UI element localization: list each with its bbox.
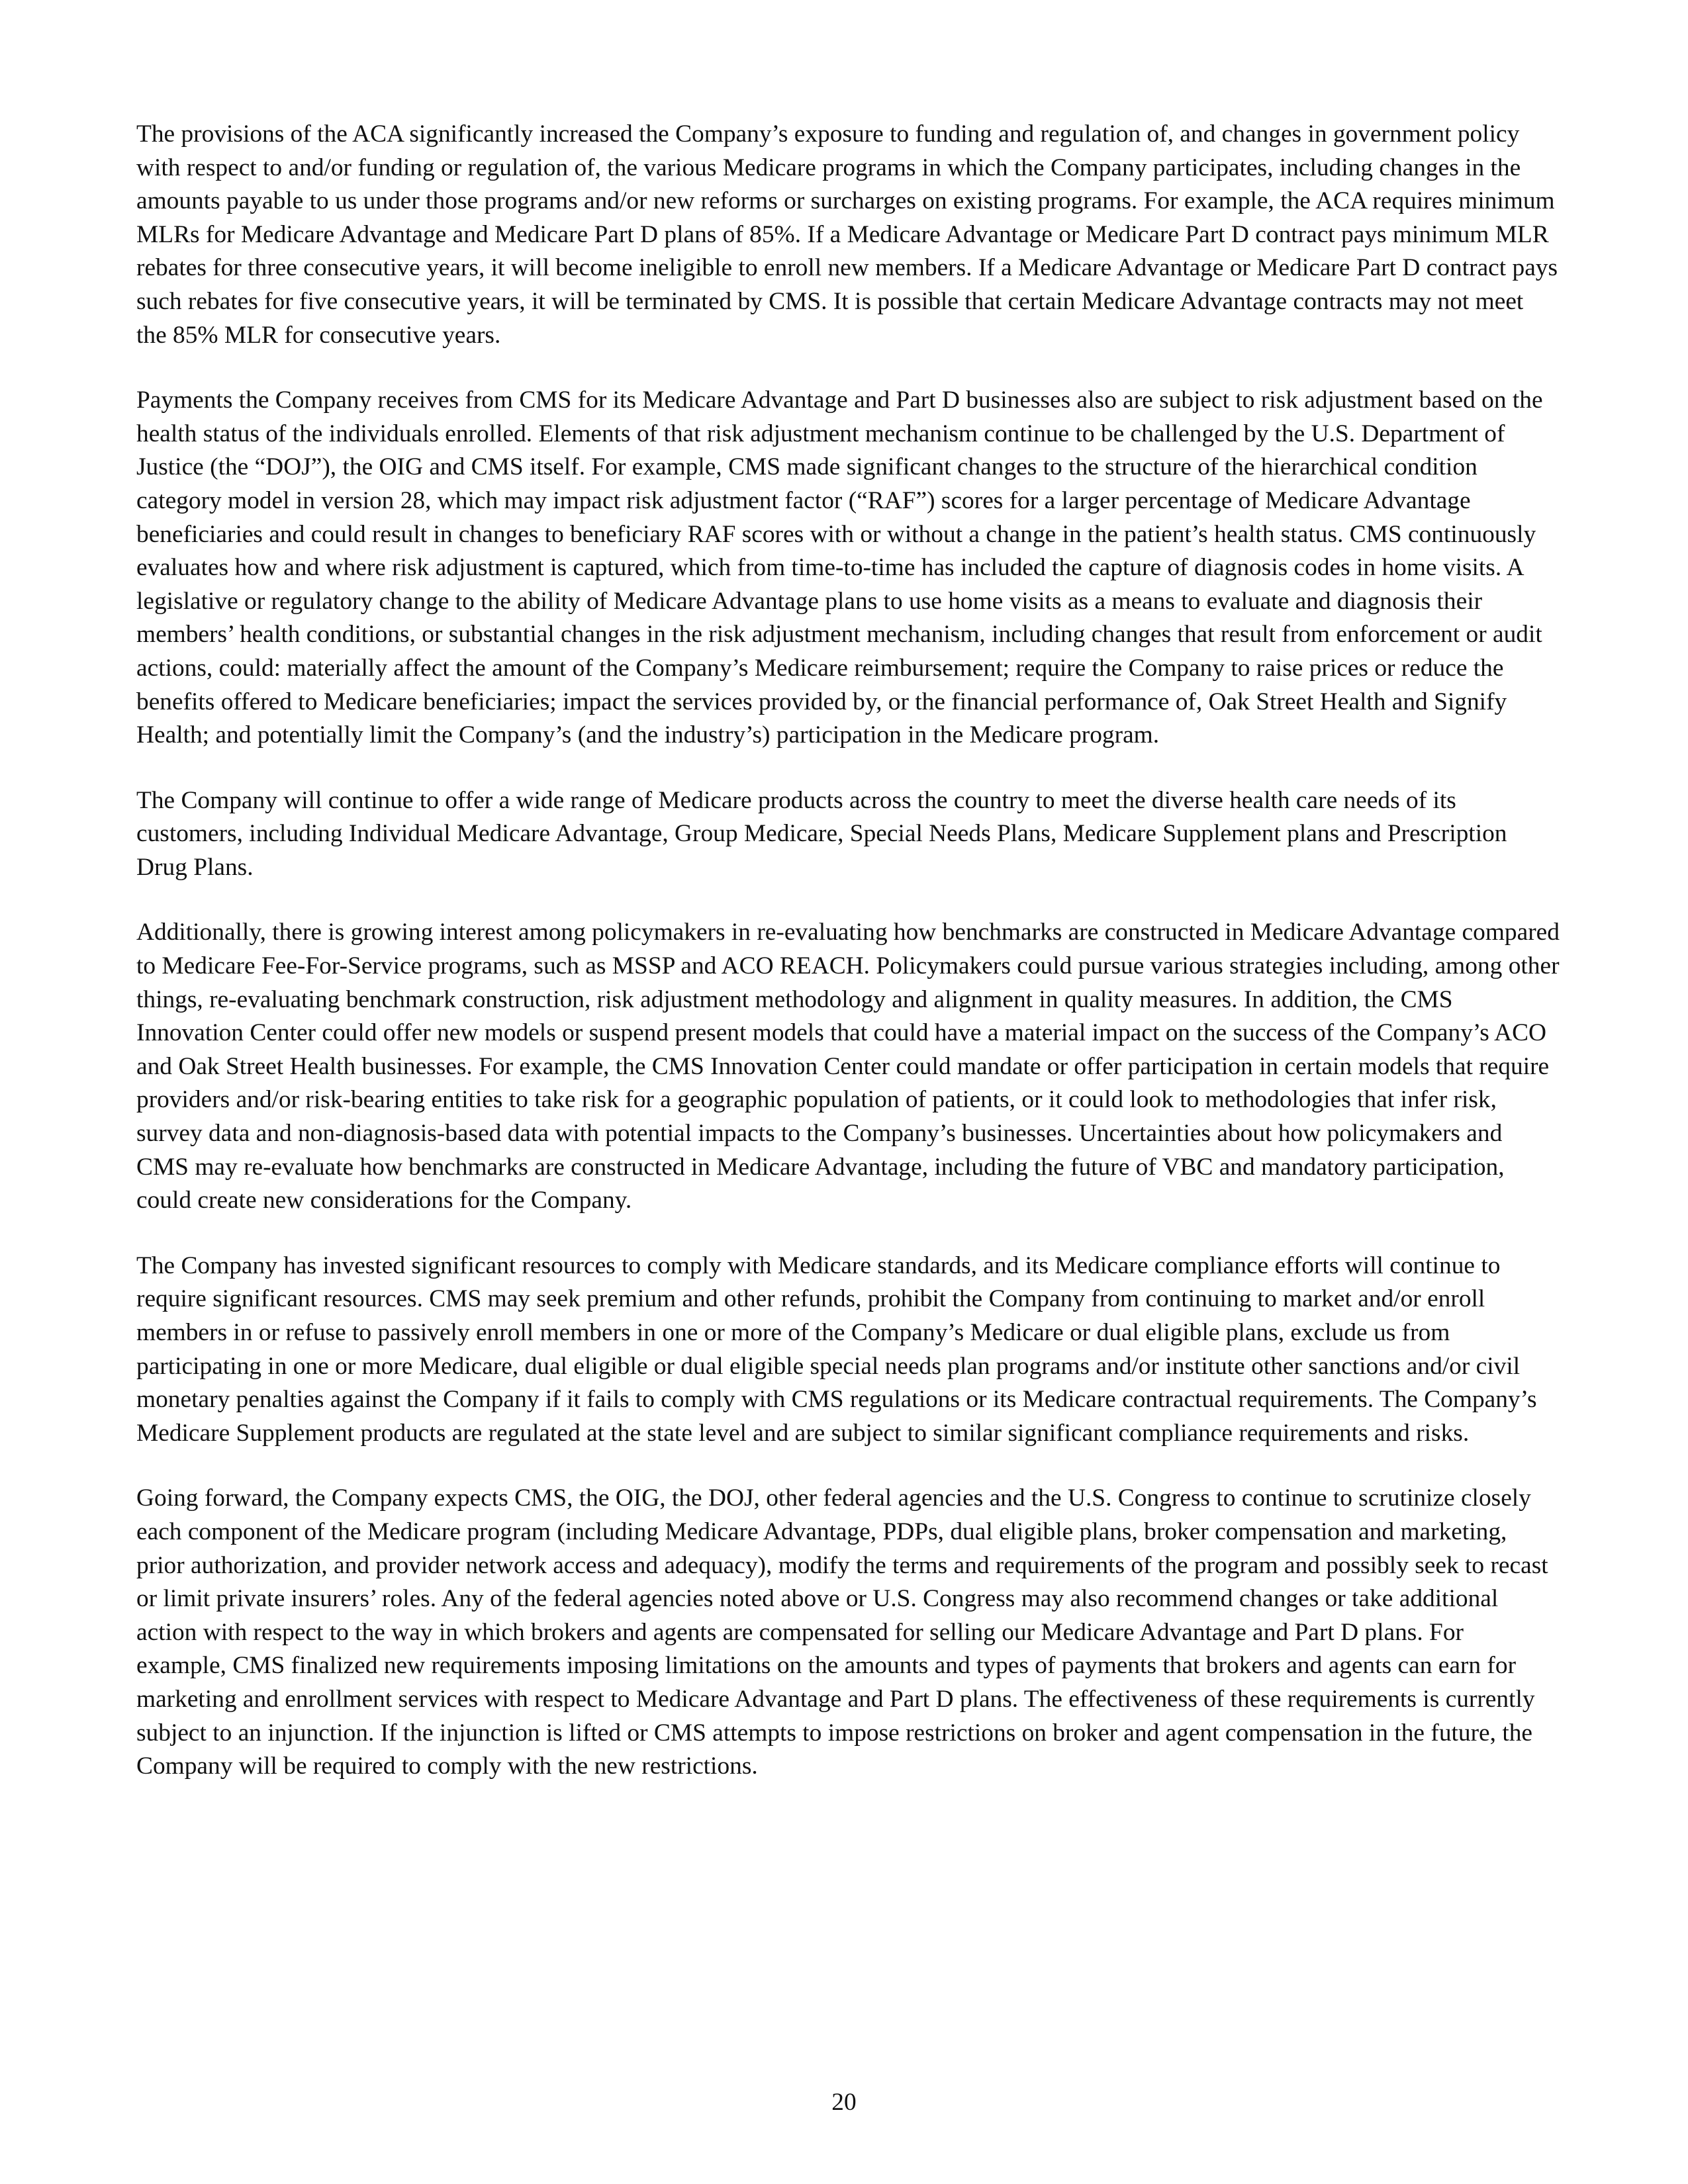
document-body — [136, 118, 1560, 1815]
paragraph-going-forward: Going forward, the Company expects CMS, the OIG, the DOJ, other federal agencies and the U.S. Congress to continue to scrutinize closely each component of the Medicare program (including Medicare Advantage, PDPs, dual eligible plans, broker compensation and marketing, prior authorization, and provider network access and adequacy), modify the terms and requirements of the program and possibly seek to recast or limit private insurers’ roles. Any of the federal agencies noted above or U.S. Congress may also recommend changes or take additional action with respect to the way in which brokers and agents are compensated for selling our Medicare Advantage and Part D plans. For example, CMS finalized new requirements imposing limitations on the amounts and types of payments that brokers and agents can earn for marketing and enrollment services with respect to Medicare Advantage and Part D plans. The effectiveness of these requirements is currently subject to an injunction. If the injunction is lifted or CMS attempts to impose restrictions on broker and agent compensation in the future, the Company will be required to comply with the new restrictions. — [136, 1484, 1548, 1780]
paragraph-benchmarks: Additionally, there is growing interest among policymakers in re-evaluating how benchmarks are constructed in Medicare Advantage compared to Medicare Fee-For-Service programs, such as MSSP and ACO REACH. Policymakers could pursue various strategies including, among other things, re-evaluating benchmark construction, risk adjustment methodology and alignment in quality measures. In addition, the CMS Innovation Center could offer new models or suspend present models that could have a material impact on the success of the Company’s ACO and Oak Street Health businesses. For example, the CMS Innovation Center could mandate or offer participation in certain models that require providers and/or risk-bearing entities to take risk for a geographic population of patients, or it could look to methodologies that infer risk, survey data and non-diagnosis-based data with potential impacts to the Company’s businesses. Uncertainties about how policymakers and CMS may re-evaluate how benchmarks are constructed in Medicare Advantage, including the future of VBC and mandatory participation, could create new considerations for the Company. — [136, 919, 1560, 1214]
paragraph-medicare-products: The Company will continue to offer a wide range of Medicare products across the country to meet the diverse health care needs of its customers, including Individual Medicare Advantage, Group Medicare, Special Needs Plans, Medicare Supplement plans and Prescription Drug Plans. — [136, 786, 1507, 881]
paragraph-risk-adjustment: Payments the Company receives from CMS for its Medicare Advantage and Part D businesses also are subject to risk adjustment based on the health status of the individuals enrolled. Elements of that risk adjustment mechanism continue to be challenged by the U.S. Department of Justice (the “DOJ”), the OIG and CMS itself. For example, CMS made significant changes to the structure of the hierarchical condition category model in version 28, which may impact risk adjustment factor (“RAF”) scores for a larger percentage of Medicare Advantage beneficiaries and could result in changes to beneficiary RAF scores with or without a change in the patient’s health status. CMS continuously evaluates how and where risk adjustment is captured, which from time-to-time has included the capture of diagnosis codes in home visits. A legislative or regulatory change to the ability of Medicare Advantage plans to use home visits as a means to evaluate and diagnosis their members’ health conditions, or substantial changes in the risk adjustment mechanism, including changes that result from enforcement or audit actions, could: materially affect the amount of the Company’s Medicare reimbursement; require the Company to raise prices or reduce the benefits offered to Medicare beneficiaries; impact the services provided by, or the financial performance of, Oak Street Health and Signify Health; and potentially limit the Company’s (and the industry’s) participation in the Medicare program. — [136, 387, 1543, 749]
paragraph-compliance: The Company has invested significant resources to comply with Medicare standards, and its Medicare compliance efforts will continue to require significant resources. CMS may seek premium and other refunds, prohibit the Company from continuing to market and/or enroll members in or refuse to passively enroll members in one or more of the Company’s Medicare or dual eligible plans, exclude us from participating in one or more Medicare, dual eligible or dual eligible special needs plan programs and/or institute other sanctions and/or civil monetary penalties against the Company if it fails to comply with CMS regulations or its Medicare contractual requirements. The Company’s Medicare Supplement products are regulated at the state level and are subject to similar significant compliance requirements and risks. — [136, 1251, 1537, 1447]
page-number: 20 — [831, 2089, 857, 2116]
paragraph-aca-provisions: The provisions of the ACA significantly increased the Company’s exposure to funding and regulation of, and changes in government policy with respect to and/or funding or regulation of, the various Medicare programs in which the Company participates, including changes in the amounts payable to us under those programs and/or new reforms or surcharges on existing programs. For example, the ACA requires minimum MLRs for Medicare Advantage and Medicare Part D plans of 85%. If a Medicare Advantage or Medicare Part D contract pays minimum MLR rebates for three consecutive years, it will become ineligible to enroll new members. If a Medicare Advantage or Medicare Part D contract pays such rebates for five consecutive years, it will be terminated by CMS. It is possible that certain Medicare Advantage contracts may not meet the 85% MLR for consecutive years. — [136, 120, 1558, 349]
